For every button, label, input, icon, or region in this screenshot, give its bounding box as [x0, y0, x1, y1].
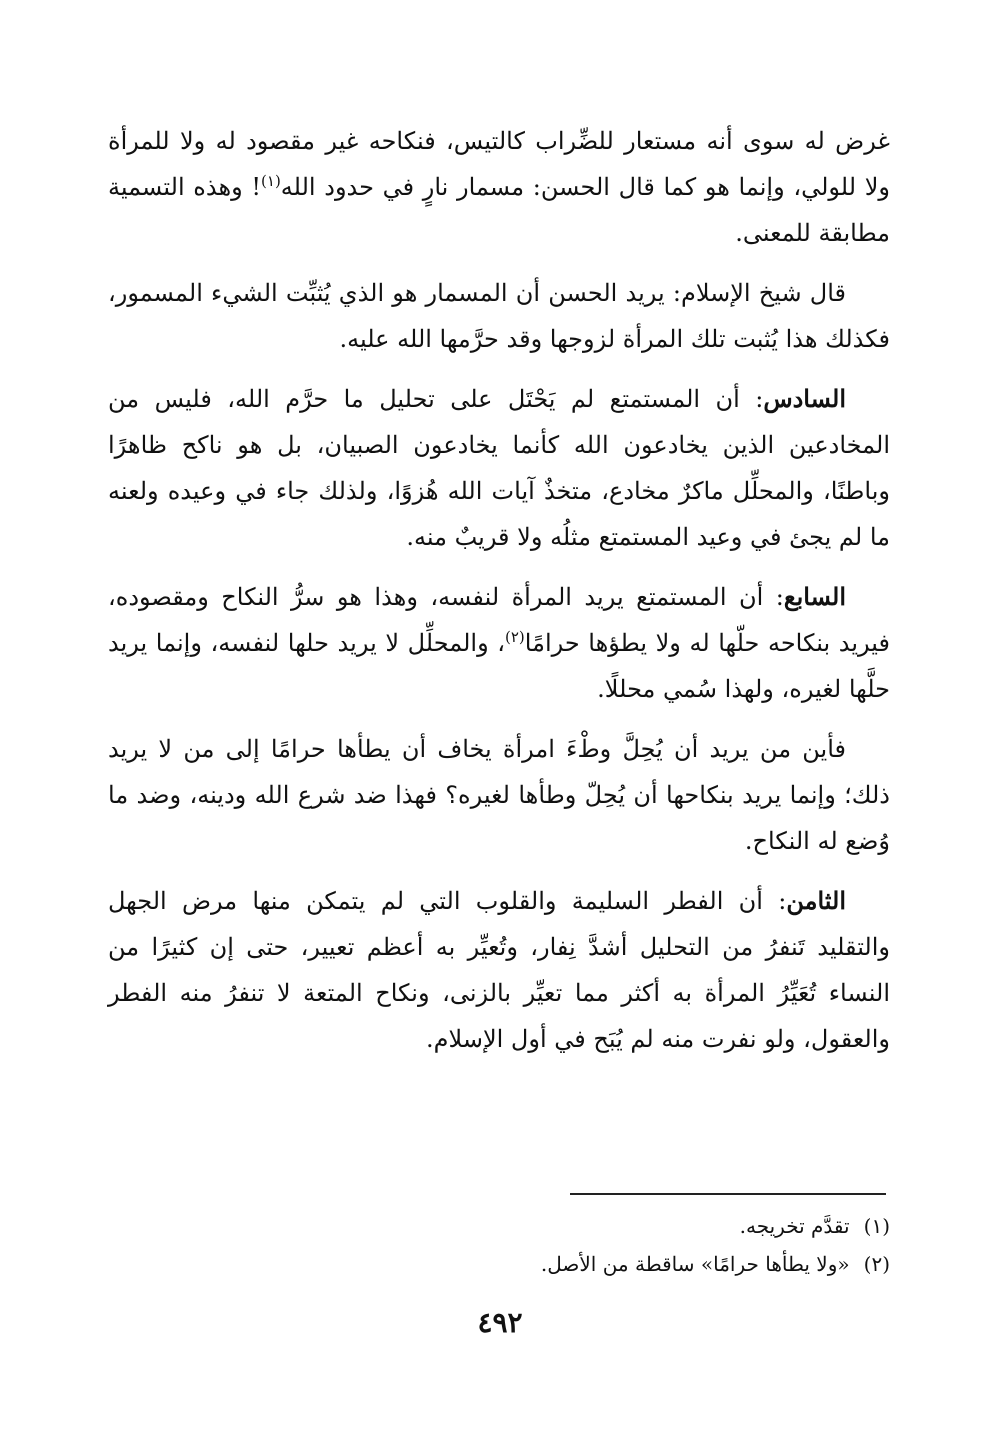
paragraph-4	[108, 574, 890, 712]
paragraph-3-heading: السادس	[763, 384, 846, 413]
paragraph-1-text-a: غرض له سوى أنه مستعار للضِّراب كالتيس، فنكاحه غير مقصود له ولا للمرأة ولا للولي، وإنما هو كما قال الحسن: مسمار نارٍ في حدود الله	[108, 127, 890, 201]
main-text	[108, 118, 890, 1076]
paragraph-2-text: قال شيخ الإسلام: يريد الحسن أن المسمار هو الذي يُثبِّت الشيء المسمور، فكذلك هذا يُثبت تلك المرأة لزوجها وقد حرَّمها الله عليه.	[108, 279, 890, 353]
paragraph-3-text: : أن المستمتع لم يَحْتَل على تحليل ما حرَّم الله، فليس من المخادعين الذين يخادعون الله كأنما يخادعون الصبيان، بل هو ناكح ظاهرًا وباطنًا، والمحلِّل ماكرٌ مخادع، متخذٌ آيات الله هُزوًا، ولذلك جاء في وعيده ولعنه ما لم يجئ في وعيد المستمتع مثلُه ولا قريبٌ منه.	[108, 385, 890, 551]
paragraph-5	[108, 726, 890, 864]
paragraph-6-text: : أن الفطر السليمة والقلوب التي لم يتمكن منها مرض الجهل والتقليد تَنفرُ من التحليل أشدَّ نِفار، وتُعيِّر به أعظم تعيير، حتى إن كثيرًا من النساء تُعَيِّرُ المرأة به أكثر مما تعيِّر بالزنى، ونكاح المتعة لا تنفرُ منه الفطر والعقول، ولو نفرت منه لم يُبَح في أول الإسلام.	[108, 887, 891, 1053]
paragraph-4-text-a: : أن المستمتع يريد المرأة لنفسه، وهذا هو سرُّ النكاح ومقصوده، فيريد بنكاحه حلّها له ولا يطؤها حرامًا	[108, 583, 890, 657]
page-number: ٤٩٢	[477, 1306, 523, 1339]
footnotes	[300, 1207, 890, 1283]
footnote-1-number: (١)	[863, 1214, 890, 1238]
footnote-1	[300, 1207, 890, 1245]
paragraph-2	[108, 270, 890, 362]
paragraph-6-heading: الثامن	[786, 886, 846, 915]
footnote-2-number: (٢)	[863, 1252, 890, 1276]
paragraph-1-text-b: ! وهذه التسمية مطابقة للمعنى.	[108, 173, 890, 247]
paragraph-6	[108, 878, 890, 1062]
paragraph-1	[108, 118, 890, 256]
footnote-2	[300, 1245, 890, 1283]
paragraph-3	[108, 376, 890, 560]
footnote-1-text: تقدَّم تخريجه.	[739, 1214, 850, 1238]
footnote-separator	[570, 1193, 886, 1195]
paragraph-4-heading: السابع	[783, 582, 846, 611]
footnote-2-text: «ولا يطأها حرامًا» ساقطة من الأصل.	[540, 1252, 850, 1276]
paragraph-5-text: فأين من يريد أن يُحِلَّ وطْءَ امرأة يخاف أن يطأها حرامًا إلى من لا يريد ذلك؛ وإنما يريد بنكاحها أن يُحِلّ وطأها لغيره؟ فهذا ضد شرع الله ودينه، وضد ما وُضع له النكاح.	[108, 735, 890, 855]
footnote-ref-2[interactable]: (٢)	[505, 628, 525, 646]
paragraph-4-text-b: ، والمحلِّل لا يريد حلها لنفسه، وإنما يريد حلَّها لغيره، ولهذا سُمي محللًا.	[108, 629, 890, 703]
footnote-ref-1[interactable]: (١)	[261, 172, 281, 190]
